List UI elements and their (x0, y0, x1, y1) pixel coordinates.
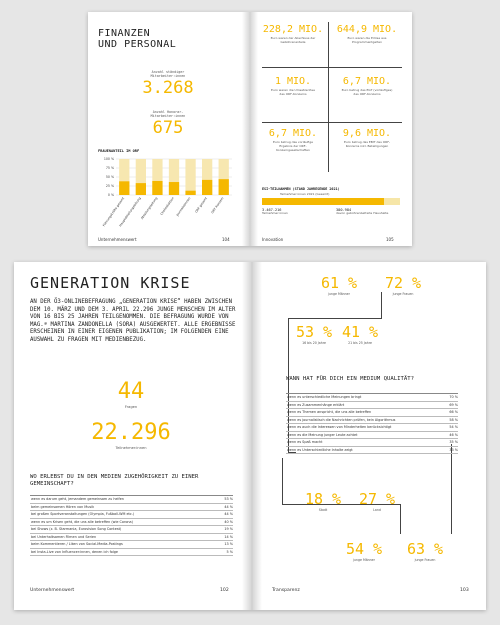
footer-label: Transparenz (272, 588, 300, 593)
y-tick-label: 50 % (105, 175, 114, 180)
grid-line (262, 122, 402, 123)
table-row (30, 549, 233, 557)
percent-value: 41 % (341, 323, 379, 341)
answers-table (30, 495, 233, 556)
table-row (30, 511, 233, 519)
figure-value: 6,7 MIO. (268, 128, 318, 139)
women-share-chart (96, 155, 236, 237)
x-tick-label: Chefredaktion (159, 196, 175, 216)
bar (202, 180, 212, 195)
figure (260, 76, 326, 97)
row-label: wenn es die Meinung junger Leute achtet (287, 432, 358, 437)
grid-line (262, 67, 402, 68)
x-tick-label: Hauptabteilungsleitung (118, 196, 142, 228)
row-value: 5 % (226, 549, 233, 554)
stat-value: 44 (117, 379, 145, 404)
stat-value: 675 (152, 118, 184, 138)
page-number: 102 (220, 588, 229, 593)
row-value: 46 % (449, 432, 458, 437)
row-label: beim gemeinsamen Hören von Musik (31, 504, 95, 509)
footer-label: Unternehmenswert (98, 237, 137, 242)
row-label: wenn es Themen anspricht, die uns alle betreffen (287, 410, 372, 414)
bar-right-label: davon gebührenbefreite Haushalte (336, 211, 389, 215)
table-row (286, 417, 458, 425)
label-line: Mitarbeiter:innen (150, 114, 186, 119)
top-spread (88, 12, 412, 246)
stat-group (374, 274, 432, 296)
connector-line (282, 458, 283, 504)
row-label: wenn es journalistisch die Nachrichten prüfen, kein Algorithmus (287, 417, 396, 422)
page-102 (14, 262, 248, 610)
percent-value: 72 % (384, 274, 422, 292)
percent-label: junge Männer (353, 558, 375, 562)
table-row (30, 534, 233, 542)
question-heading: WO ERLEBST DU IN DEN MEDIEN ZUGEHÖRIGKEIT ZU EINER GEMEINSCHAFT? (30, 474, 199, 488)
figure (260, 24, 326, 45)
table-row (286, 439, 458, 447)
percent-label: junge Männer (328, 292, 350, 296)
stat-group (352, 490, 402, 512)
chart-title: FRAUENANTEIL IM ORF (98, 149, 140, 153)
row-label: wenn es Unterschiedliche Inhalte zeigt (287, 447, 353, 452)
page-105 (254, 12, 412, 246)
page-number: 105 (386, 237, 394, 242)
figure (332, 128, 402, 149)
row-value: 35 % (449, 440, 458, 444)
row-label: wenn es darum geht, jemandem gemeinsam zu helfen (31, 497, 124, 501)
bottom-spread (14, 262, 486, 610)
page-104 (88, 12, 248, 246)
grid-line (328, 22, 329, 172)
figure (332, 24, 402, 45)
stat-label: Fragen (124, 405, 138, 409)
row-value: 13 % (224, 542, 233, 546)
percent-label: junge Frauen (392, 292, 414, 296)
bar (219, 179, 229, 195)
x-tick-label: Journalistinnen (175, 196, 192, 217)
x-tick-label: ORF gesamt (194, 196, 208, 214)
row-label: bei Shows (z. B. Starmania, Eurovision Song Contest) (31, 527, 122, 531)
row-value: 19 % (224, 527, 233, 531)
percent-label: 16 bis 20 Jahre (302, 341, 326, 345)
table-row (30, 496, 233, 504)
row-label: wenn es um Krisen geht, die uns alle betreffen (wie Corona) (31, 519, 133, 524)
figure-text: Euro betrug das vorläufige Ergebnis der ORF-Konzerngesellschaften (273, 140, 313, 152)
percent-value: 53 % (295, 323, 333, 341)
figure-value: 9,6 MIO. (342, 128, 392, 139)
bar-title: ESI-TEILNAHMEN (STAND JAHRESENDE 2021) (262, 187, 340, 191)
figure-text: Euro betrug das EBIT des ORF-Konzerns inkl. Beteiligungen (343, 140, 391, 148)
bar-left-label: Teilnehmer:innen (262, 211, 288, 215)
stat-group (292, 323, 336, 345)
stat-value: 22.296 (91, 420, 171, 445)
footer-label: Unternehmenswert (30, 588, 75, 593)
title-line: UND PERSONAL (98, 39, 177, 50)
table-row (30, 519, 233, 527)
table-row (286, 432, 458, 440)
y-tick-label: 0 % (107, 193, 114, 198)
connector-line (288, 318, 382, 319)
row-label: bei Insta-Live von Influencer:innen, denen ich folge (31, 549, 119, 554)
stat-group (396, 540, 454, 562)
bar (169, 182, 179, 195)
stat-label: Teilnehmer:innen (115, 446, 147, 450)
bar (119, 181, 129, 195)
row-value: 40 % (224, 519, 233, 524)
row-value: 33 % (449, 447, 458, 452)
percent-label: 21 bis 25 Jahre (348, 341, 372, 345)
bar-left-value: 3.467.216 (262, 208, 282, 212)
page-number: 103 (460, 588, 469, 593)
bar (185, 191, 195, 195)
bar (136, 183, 146, 195)
row-value: 66 % (449, 410, 458, 414)
title-line: FINANZEN (98, 28, 151, 39)
percent-value: 63 % (406, 540, 444, 558)
row-value: 54 % (449, 425, 458, 429)
label-line: Mitarbeiter:innen (150, 74, 186, 79)
row-label: beim Kommentieren / Liken von Social-Media-Postings (31, 542, 123, 546)
row-label: wenn es Spaß macht (287, 440, 323, 444)
section-title: GENERATION KRISE (30, 274, 191, 292)
footer-label: Innovation (262, 237, 284, 242)
connector-line (451, 444, 452, 534)
row-value: 69 % (449, 402, 458, 407)
stat-value: 3.268 (142, 78, 194, 98)
percent-value: 61 % (320, 274, 358, 292)
bar (152, 181, 162, 195)
table-row (286, 409, 458, 417)
percent-label: Stadt (318, 508, 328, 512)
table-row (286, 394, 458, 402)
figure (332, 76, 402, 97)
bar-right-value: 380.984 (336, 208, 352, 212)
label-line: Anzahl Honorar- (152, 110, 184, 114)
quality-table (286, 393, 458, 454)
table-row (286, 402, 458, 410)
page-103 (256, 262, 486, 610)
row-label: bei großen Sportveranstaltungen (Olympia, Fußball-WM etc.) (31, 512, 135, 516)
row-value: 58 % (449, 417, 458, 422)
percent-label: Land (373, 508, 381, 512)
figure (260, 128, 326, 152)
table-row (30, 504, 233, 512)
figure-value: 644,9 MIO. (336, 24, 398, 35)
figure-text: Euro waren der Abschluss der Gebührenanteile (270, 36, 316, 44)
percent-value: 18 % (304, 490, 342, 508)
intro-paragraph: AN DER Ö3-ONLINEBEFRAGUNG „GENERATION KRISE“ HABEN ZWISCHEN DEM 10. MÄRZ UND DEM 3. APRIL 22.296 JUNGE MENSCHEN IM ALTER VON 16 BIS 25 JAHREN TEILGENOMMEN. DIE BEFRAGUNG WURDE VON MAG.ª MARTINA ZANDONELLA (SORA) AUSGEWERTET. ALLE ERGEBNISSE ERSCHEINEN IN EINER EIGENEN PUBLIKATION; IM FOLGENDEN EINE AUSWAHL ZU FRAGEN MIT MEDIENBEZUG. (30, 299, 236, 343)
table-row (286, 447, 458, 455)
figure-text: Euro waren die Umsatzerlöse des ORF-Konzerns (271, 88, 315, 96)
row-label: wenn es Zusammenhänge erklärt (287, 402, 345, 407)
participation-bar-fill (262, 198, 384, 205)
row-value: 44 % (224, 512, 233, 516)
row-value: 70 % (449, 395, 458, 399)
figure-text: Euro betrug das EGT (vorläufiges) des ORF-Konzerns (341, 88, 393, 96)
row-value: 14 % (224, 534, 233, 539)
stat-group (338, 323, 382, 345)
figure-text: Euro waren die Erlöse aus Programmentgelten (347, 36, 387, 44)
table-row (30, 541, 233, 549)
label-line: Anzahl ständiger (151, 70, 185, 74)
row-value: 53 % (224, 497, 233, 501)
bar-background (185, 159, 195, 195)
question-heading: WANN HAT FÜR DICH EIN MEDIUM QUALITÄT? (286, 376, 414, 382)
y-tick-label: 75 % (105, 166, 114, 171)
stat-group (314, 274, 364, 296)
percent-value: 27 % (358, 490, 396, 508)
row-value: 44 % (224, 504, 233, 509)
row-label: bei Unterhaltsamen Filmen und Serien (31, 534, 97, 539)
row-label: wenn es auch die Interessen von Minderheiten berücksichtigt (287, 425, 392, 429)
section-title (98, 28, 176, 50)
stat-group (336, 540, 392, 562)
table-row (286, 424, 458, 432)
page-number: 104 (222, 237, 230, 242)
figure-value: 6,7 MIO. (342, 76, 392, 87)
x-tick-label: Abteilungsleitung (139, 196, 159, 221)
row-label: wenn es unterschiedliche Meinungen bringt (287, 395, 362, 399)
percent-value: 54 % (345, 540, 383, 558)
stat-group (298, 490, 348, 512)
table-row (30, 526, 233, 534)
figure-value: 228,2 MIO. (262, 24, 324, 35)
bar-caption: Teilnehmer:innen 2021 (Gesamt) (280, 192, 330, 196)
y-tick-label: 25 % (105, 184, 114, 189)
x-tick-label: ORF Konzern (210, 196, 225, 215)
percent-label: junge Frauen (414, 558, 436, 562)
y-tick-label: 100 % (103, 157, 114, 162)
x-tick-label: Führungskräfte gesamt (101, 196, 126, 228)
figure-value: 1 MIO. (274, 76, 312, 87)
